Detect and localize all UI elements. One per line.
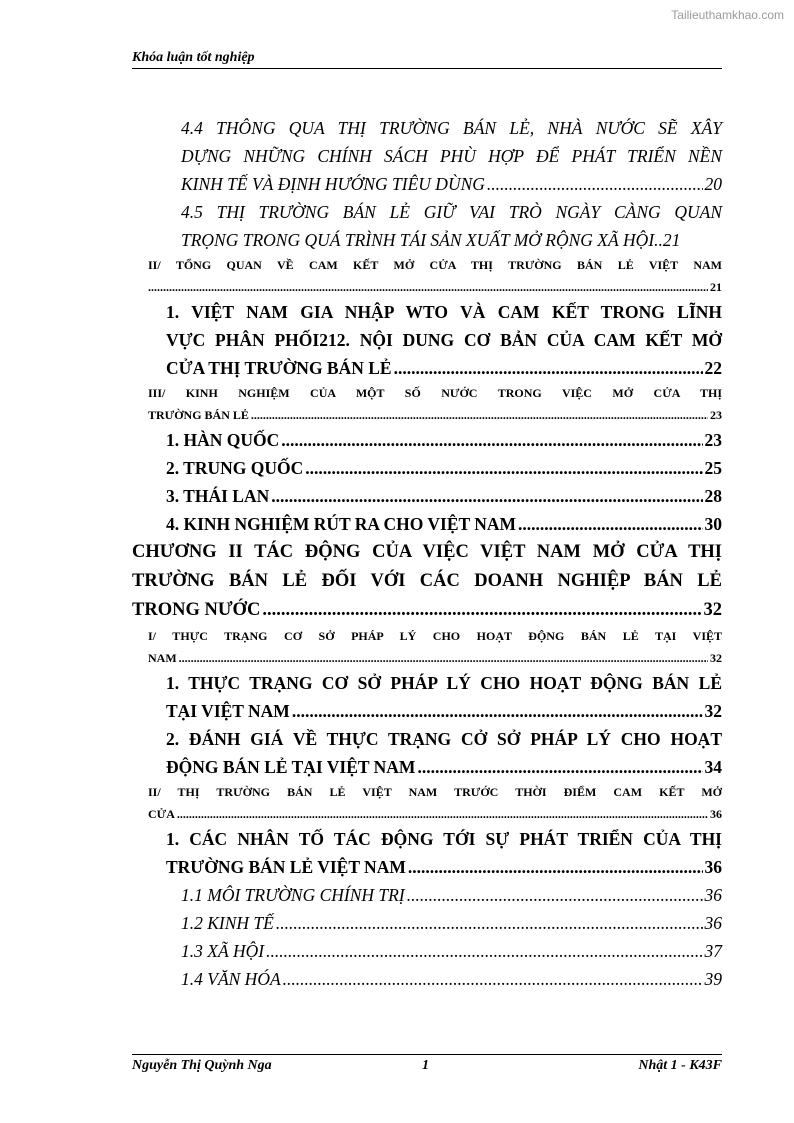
toc-entry[interactable]: [181, 881, 722, 909]
toc-leader-dots: [305, 454, 702, 482]
toc-page-number: 21: [662, 230, 681, 250]
toc-entry-line: 1.3 XÃ HỘI: [181, 941, 265, 961]
toc-entry[interactable]: [166, 669, 722, 725]
toc-leader-dots: [251, 404, 708, 426]
toc-leader-dots: [408, 853, 703, 881]
toc-leader-dots: [179, 647, 708, 669]
toc-entry[interactable]: [181, 114, 722, 198]
toc-entry-line: II/ THỊ TRƯỜNG BÁN LẺ VIỆT NAM TRƯỚC THỜI ĐIỂM CAM KẾT MỞ: [148, 785, 722, 799]
toc-leader-dots: [283, 965, 703, 993]
toc-page-number: 20: [704, 174, 722, 194]
toc-entry-line: DỰNG NHỮNG CHÍNH SÁCH PHÙ HỢP ĐỂ PHÁT TRIỂN NỀN: [181, 146, 722, 166]
toc-leader-dots: [487, 170, 703, 198]
toc-entry-line: 2. TRUNG QUỐC: [166, 458, 304, 478]
toc-page-number: 32: [710, 651, 722, 665]
toc-page-number: 28: [704, 486, 722, 506]
toc-leader-dots: [281, 426, 702, 454]
toc-entry[interactable]: [181, 909, 722, 937]
toc-entry[interactable]: [181, 965, 722, 993]
toc-page-number: 36: [710, 807, 722, 821]
toc-chapter-entry[interactable]: [132, 538, 722, 625]
toc-leader-dots: [262, 596, 701, 625]
toc-entry-line: TẠI VIỆT NAM: [166, 701, 290, 721]
header-divider: [132, 68, 722, 69]
toc-entry-line: 1. HÀN QUỐC: [166, 430, 280, 450]
footer-author: Nguyễn Thị Quỳnh Nga: [132, 1058, 272, 1073]
toc-entry-line: NAM: [148, 651, 177, 665]
toc-entry-line: 1.1 MÔI TRƯỜNG CHÍNH TRỊ: [181, 885, 405, 905]
toc-entry-line: I/ THỰC TRẠNG CƠ SỞ PHÁP LÝ CHO HOẠT ĐỘNG BÁN LẺ TẠI VIỆT: [148, 629, 722, 643]
toc-leader-dots: [177, 803, 708, 825]
toc-leader-dots: [266, 937, 702, 965]
toc-entry[interactable]: [148, 625, 722, 669]
toc-page-number: 32: [704, 701, 722, 721]
toc-page-number: 36: [704, 913, 722, 933]
toc-entry-line: 4.4 THÔNG QUA THỊ TRƯỜNG BÁN LẺ, NHÀ NƯỚC SẼ XÂY: [181, 118, 722, 138]
toc-leader-dots: [148, 276, 708, 298]
footer-page-number: 1: [422, 1058, 429, 1073]
toc-entry-line: TRONG NƯỚC: [132, 600, 261, 620]
footer-divider: [132, 1054, 722, 1055]
toc-entry-line: KINH TẾ VÀ ĐỊNH HƯỚNG TIÊU DÙNG: [181, 174, 485, 194]
toc-page-number: 23: [710, 408, 722, 422]
toc-entry[interactable]: [166, 725, 722, 781]
toc-leader-dots: [407, 881, 703, 909]
toc-entry-line: 1.4 VĂN HÓA: [181, 969, 281, 989]
toc-entry-line: CHƯƠNG II TÁC ĐỘNG CỦA VIỆC VIỆT NAM MỞ CỬA THỊ: [132, 542, 722, 562]
toc-entry-line: TRƯỜNG BÁN LẺ ĐỐI VỚI CÁC DOANH NGHIỆP BÁN LẺ: [132, 571, 722, 591]
toc-page-number: 36: [704, 857, 722, 877]
table-of-contents: [132, 114, 722, 993]
toc-page-number: 25: [704, 458, 722, 478]
toc-entry-line: CỬA: [148, 807, 175, 821]
toc-page-number: 34: [704, 757, 722, 777]
toc-entry[interactable]: [166, 510, 722, 538]
toc-entry[interactable]: [181, 937, 722, 965]
toc-entry[interactable]: [148, 254, 722, 298]
toc-page-number: 23: [704, 430, 722, 450]
toc-entry-line: VỰC PHÂN PHỐI212. NỘI DUNG CƠ BẢN CỦA CAM KẾT MỞ: [166, 330, 722, 350]
toc-leader-dots: [276, 909, 703, 937]
toc-entry[interactable]: [148, 781, 722, 825]
page-header-title: Khóa luận tốt nghiệp: [132, 50, 255, 65]
toc-page-number: 39: [704, 969, 722, 989]
toc-page-number: 30: [704, 514, 722, 534]
toc-entry[interactable]: [166, 825, 722, 881]
toc-entry-line: TRƯỜNG BÁN LẺ VIỆT NAM: [166, 857, 406, 877]
toc-leader-dots: [292, 697, 703, 725]
toc-entry[interactable]: [166, 298, 722, 382]
toc-leader-dots: [394, 354, 703, 382]
toc-entry-line: 1. VIỆT NAM GIA NHẬP WTO VÀ CAM KẾT TRONG LĨNH: [166, 302, 722, 322]
toc-entry-line: III/ KINH NGHIỆM CỦA MỘT SỐ NƯỚC TRONG VIỆC MỞ CỬA THỊ: [148, 386, 722, 400]
toc-entry-line: TRƯỜNG BÁN LẺ: [148, 408, 249, 422]
toc-leader-dots: [518, 510, 702, 538]
toc-entry[interactable]: [166, 454, 722, 482]
toc-entry-line: 4.5 THỊ TRƯỜNG BÁN LẺ GIỮ VAI TRÒ NGÀY CÀNG QUAN: [181, 202, 722, 222]
toc-entry-line: CỬA THỊ TRƯỜNG BÁN LẺ: [166, 358, 392, 378]
toc-entry[interactable]: [181, 198, 722, 254]
toc-entry-line: 3. THÁI LAN: [166, 486, 270, 506]
toc-page-number: 21: [710, 280, 722, 294]
toc-entry[interactable]: [166, 482, 722, 510]
toc-entry[interactable]: [166, 426, 722, 454]
toc-entry-line: 1.2 KINH TẾ: [181, 913, 274, 933]
toc-entry-line: II/ TỔNG QUAN VỀ CAM KẾT MỞ CỬA THỊ TRƯỜNG BÁN LẺ VIỆT NAM: [148, 258, 722, 272]
toc-page-number: 36: [704, 885, 722, 905]
toc-entry-line: 1. CÁC NHÂN TỐ TÁC ĐỘNG TỚI SỰ PHÁT TRIỂN CỦA THỊ: [166, 829, 722, 849]
toc-entry-line: ĐỘNG BÁN LẺ TẠI VIỆT NAM: [166, 757, 416, 777]
toc-leader-dots: [417, 753, 702, 781]
toc-page-number: 37: [704, 941, 722, 961]
watermark-text: Tailieuthamkhao.com: [671, 8, 784, 22]
footer-class: Nhật 1 - K43F: [638, 1058, 722, 1073]
toc-entry-line: TRỌNG TRONG QUÁ TRÌNH TÁI SẢN XUẤT MỞ RỘNG XÃ HỘI..: [181, 230, 663, 250]
toc-entry-line: 1. THỰC TRẠNG CƠ SỞ PHÁP LÝ CHO HOẠT ĐỘNG BÁN LẺ: [166, 673, 722, 693]
toc-page-number: 32: [703, 600, 722, 620]
toc-entry-line: 4. KINH NGHIỆM RÚT RA CHO VIỆT NAM: [166, 514, 517, 534]
toc-entry[interactable]: [148, 382, 722, 426]
toc-leader-dots: [271, 482, 702, 510]
toc-page-number: 22: [704, 358, 722, 378]
toc-entry-line: 2. ĐÁNH GIÁ VỀ THỰC TRẠNG CỞ SỞ PHÁP LÝ CHO HOẠT: [166, 729, 722, 749]
